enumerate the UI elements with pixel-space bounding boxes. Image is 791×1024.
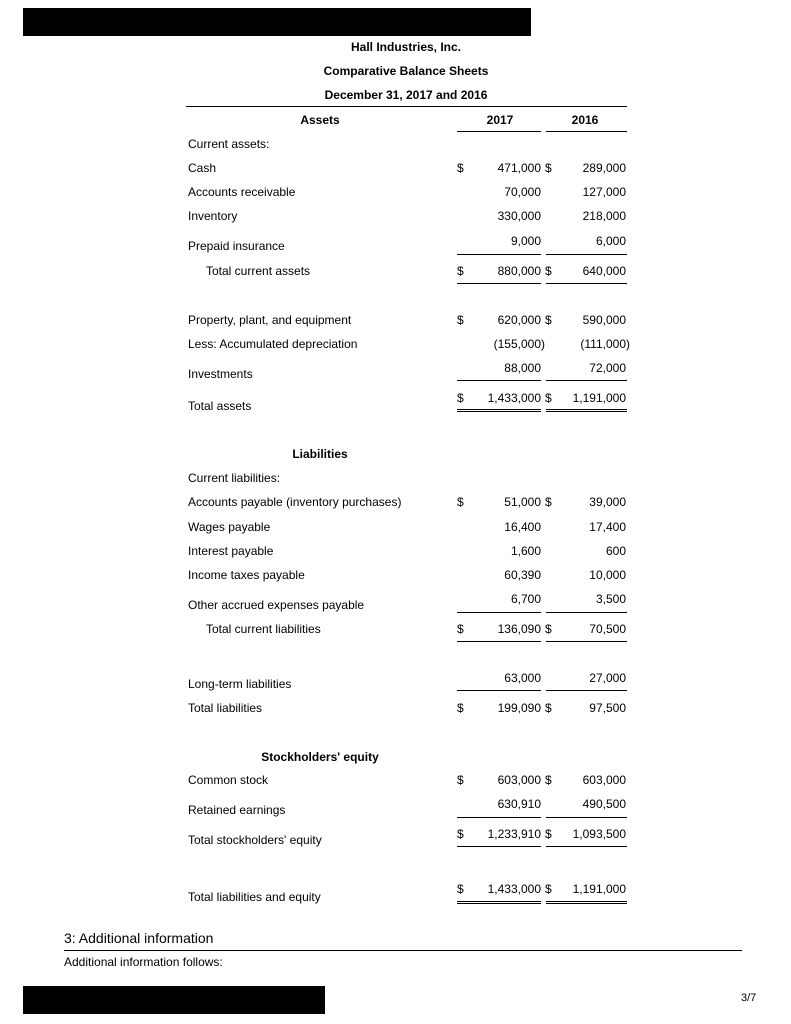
wages-2016: 17,400 bbox=[589, 520, 626, 534]
common-stock-label: Common stock bbox=[188, 773, 269, 787]
taxes-2017: 60,390 bbox=[504, 568, 541, 582]
taxes-2016: 10,000 bbox=[589, 568, 626, 582]
re-2017: 630,910 bbox=[497, 797, 541, 811]
prepaid-label: Prepaid insurance bbox=[188, 239, 285, 253]
header-rule bbox=[186, 106, 627, 107]
tca-2016: 640,000 bbox=[582, 264, 626, 278]
other-rule-2016 bbox=[546, 612, 627, 613]
tca-dollar: $ bbox=[457, 264, 464, 278]
investments-2017: 88,000 bbox=[504, 361, 541, 375]
cash-2017: 471,000 bbox=[497, 161, 541, 175]
tle-double-rule-2017 bbox=[457, 901, 541, 904]
ta-double-rule-2016 bbox=[546, 409, 627, 412]
ppe-2016: 590,000 bbox=[582, 313, 626, 327]
ta-dollar: $ bbox=[457, 391, 464, 405]
tca-dollar-2016: $ bbox=[545, 264, 552, 278]
tcl-dollar: $ bbox=[457, 622, 464, 636]
interest-label: Interest payable bbox=[188, 544, 274, 558]
tl-2016: 97,500 bbox=[589, 701, 626, 715]
interest-2016: 600 bbox=[605, 544, 626, 558]
te-2017: 1,233,910 bbox=[487, 827, 541, 841]
accum-dep-label: Less: Accumulated depreciation bbox=[188, 337, 358, 351]
section-text: Additional information follows: bbox=[64, 955, 223, 969]
tcl-dollar-2016: $ bbox=[545, 622, 552, 636]
ap-dollar: $ bbox=[457, 495, 464, 509]
long-term-2016: 27,000 bbox=[589, 671, 626, 685]
tcl-2017: 136,090 bbox=[497, 622, 541, 636]
cs-dollar-2016: $ bbox=[545, 773, 552, 787]
liabilities-heading: Liabilities bbox=[292, 447, 348, 461]
other-accrued-label: Other accrued expenses payable bbox=[188, 598, 365, 612]
tca-2017: 880,000 bbox=[497, 264, 541, 278]
redaction-bar-top bbox=[23, 8, 531, 36]
prepaid-rule-2017 bbox=[457, 254, 541, 255]
accum-dep-2016: (111,000) bbox=[580, 337, 630, 351]
tle-double-rule-2016 bbox=[546, 901, 627, 904]
long-term-label: Long-term liabilities bbox=[188, 677, 292, 691]
inventory-2016: 218,000 bbox=[582, 209, 626, 223]
te-dollar: $ bbox=[457, 827, 464, 841]
ppe-dollar-2016: $ bbox=[545, 313, 552, 327]
wages-label: Wages payable bbox=[188, 520, 271, 534]
long-term-rule-2016 bbox=[546, 690, 627, 691]
te-rule-2017 bbox=[457, 846, 541, 847]
total-current-liabilities-label: Total current liabilities bbox=[206, 622, 321, 636]
ar-label: Accounts receivable bbox=[188, 185, 296, 199]
col-head-rule-2017 bbox=[457, 131, 541, 132]
prepaid-2017: 9,000 bbox=[510, 234, 541, 248]
equity-heading: Stockholders' equity bbox=[261, 750, 379, 764]
section-heading: 3: Additional information bbox=[64, 930, 214, 946]
tl-dollar: $ bbox=[457, 701, 464, 715]
current-liabilities-heading: Current liabilities: bbox=[188, 471, 281, 485]
page-number: 3/7 bbox=[741, 992, 757, 1004]
other-accrued-2017: 6,700 bbox=[510, 592, 541, 606]
tle-dollar-2016: $ bbox=[545, 882, 552, 896]
taxes-label: Income taxes payable bbox=[188, 568, 305, 582]
ta-double-rule-2017 bbox=[457, 409, 541, 412]
cs-2017: 603,000 bbox=[497, 773, 541, 787]
long-term-rule-2017 bbox=[457, 690, 541, 691]
cs-dollar: $ bbox=[457, 773, 464, 787]
investments-label: Investments bbox=[188, 367, 253, 381]
ar-2017: 70,000 bbox=[504, 185, 541, 199]
other-accrued-2016: 3,500 bbox=[595, 592, 626, 606]
current-assets-heading: Current assets: bbox=[188, 137, 270, 151]
investments-rule-2017 bbox=[457, 380, 541, 381]
investments-rule-2016 bbox=[546, 380, 627, 381]
ta-2016: 1,191,000 bbox=[572, 391, 626, 405]
cash-dollar-2016: $ bbox=[545, 161, 552, 175]
tca-rule-2016 bbox=[546, 283, 627, 284]
tcl-rule-2017 bbox=[457, 641, 541, 642]
re-rule-2017 bbox=[457, 817, 541, 818]
ppe-dollar: $ bbox=[457, 313, 464, 327]
long-term-2017: 63,000 bbox=[504, 671, 541, 685]
ppe-label: Property, plant, and equipment bbox=[188, 313, 352, 327]
ap-dollar-2016: $ bbox=[545, 495, 552, 509]
cash-2016: 289,000 bbox=[582, 161, 626, 175]
cash-dollar: $ bbox=[457, 161, 464, 175]
ppe-2017: 620,000 bbox=[497, 313, 541, 327]
re-2016: 490,500 bbox=[582, 797, 626, 811]
re-rule-2016 bbox=[546, 817, 627, 818]
total-liabilities-label: Total liabilities bbox=[188, 701, 263, 715]
ap-label: Accounts payable (inventory purchases) bbox=[188, 495, 402, 509]
ar-2016: 127,000 bbox=[582, 185, 626, 199]
col-head-rule-2016 bbox=[546, 131, 627, 132]
ta-2017: 1,433,000 bbox=[487, 391, 541, 405]
cs-2016: 603,000 bbox=[582, 773, 626, 787]
year-2017-heading: 2017 bbox=[486, 113, 514, 127]
te-rule-2016 bbox=[546, 846, 627, 847]
tle-2016: 1,191,000 bbox=[572, 882, 626, 896]
statement-date: December 31, 2017 and 2016 bbox=[324, 88, 488, 102]
assets-heading: Assets bbox=[300, 113, 340, 127]
retained-earnings-label: Retained earnings bbox=[188, 803, 286, 817]
statement-title: Comparative Balance Sheets bbox=[323, 64, 489, 78]
inventory-2017: 330,000 bbox=[497, 209, 541, 223]
tcl-rule-2016 bbox=[546, 641, 627, 642]
prepaid-rule-2016 bbox=[546, 254, 627, 255]
tle-2017: 1,433,000 bbox=[487, 882, 541, 896]
ap-2017: 51,000 bbox=[504, 495, 541, 509]
investments-2016: 72,000 bbox=[589, 361, 626, 375]
tle-dollar: $ bbox=[457, 882, 464, 896]
cash-label: Cash bbox=[188, 161, 217, 175]
tl-dollar-2016: $ bbox=[545, 701, 552, 715]
inventory-label: Inventory bbox=[188, 209, 238, 223]
tcl-2016: 70,500 bbox=[589, 622, 626, 636]
total-assets-label: Total assets bbox=[188, 399, 252, 413]
total-equity-label: Total stockholders' equity bbox=[188, 833, 322, 847]
other-rule-2017 bbox=[457, 612, 541, 613]
te-dollar-2016: $ bbox=[545, 827, 552, 841]
te-2016: 1,093,500 bbox=[572, 827, 626, 841]
wages-2017: 16,400 bbox=[504, 520, 541, 534]
tl-2017: 199,090 bbox=[497, 701, 541, 715]
redaction-bar-bottom bbox=[23, 986, 325, 1014]
total-liab-equity-label: Total liabilities and equity bbox=[188, 890, 321, 904]
prepaid-2016: 6,000 bbox=[595, 234, 626, 248]
tca-rule-2017 bbox=[457, 283, 541, 284]
year-2016-heading: 2016 bbox=[571, 113, 599, 127]
company-name: Hall Industries, Inc. bbox=[350, 40, 462, 54]
ta-dollar-2016: $ bbox=[545, 391, 552, 405]
accum-dep-2017: (155,000) bbox=[493, 337, 545, 351]
ap-2016: 39,000 bbox=[589, 495, 626, 509]
total-current-assets-label: Total current assets bbox=[206, 264, 311, 278]
interest-2017: 1,600 bbox=[510, 544, 541, 558]
section-rule bbox=[64, 950, 742, 951]
